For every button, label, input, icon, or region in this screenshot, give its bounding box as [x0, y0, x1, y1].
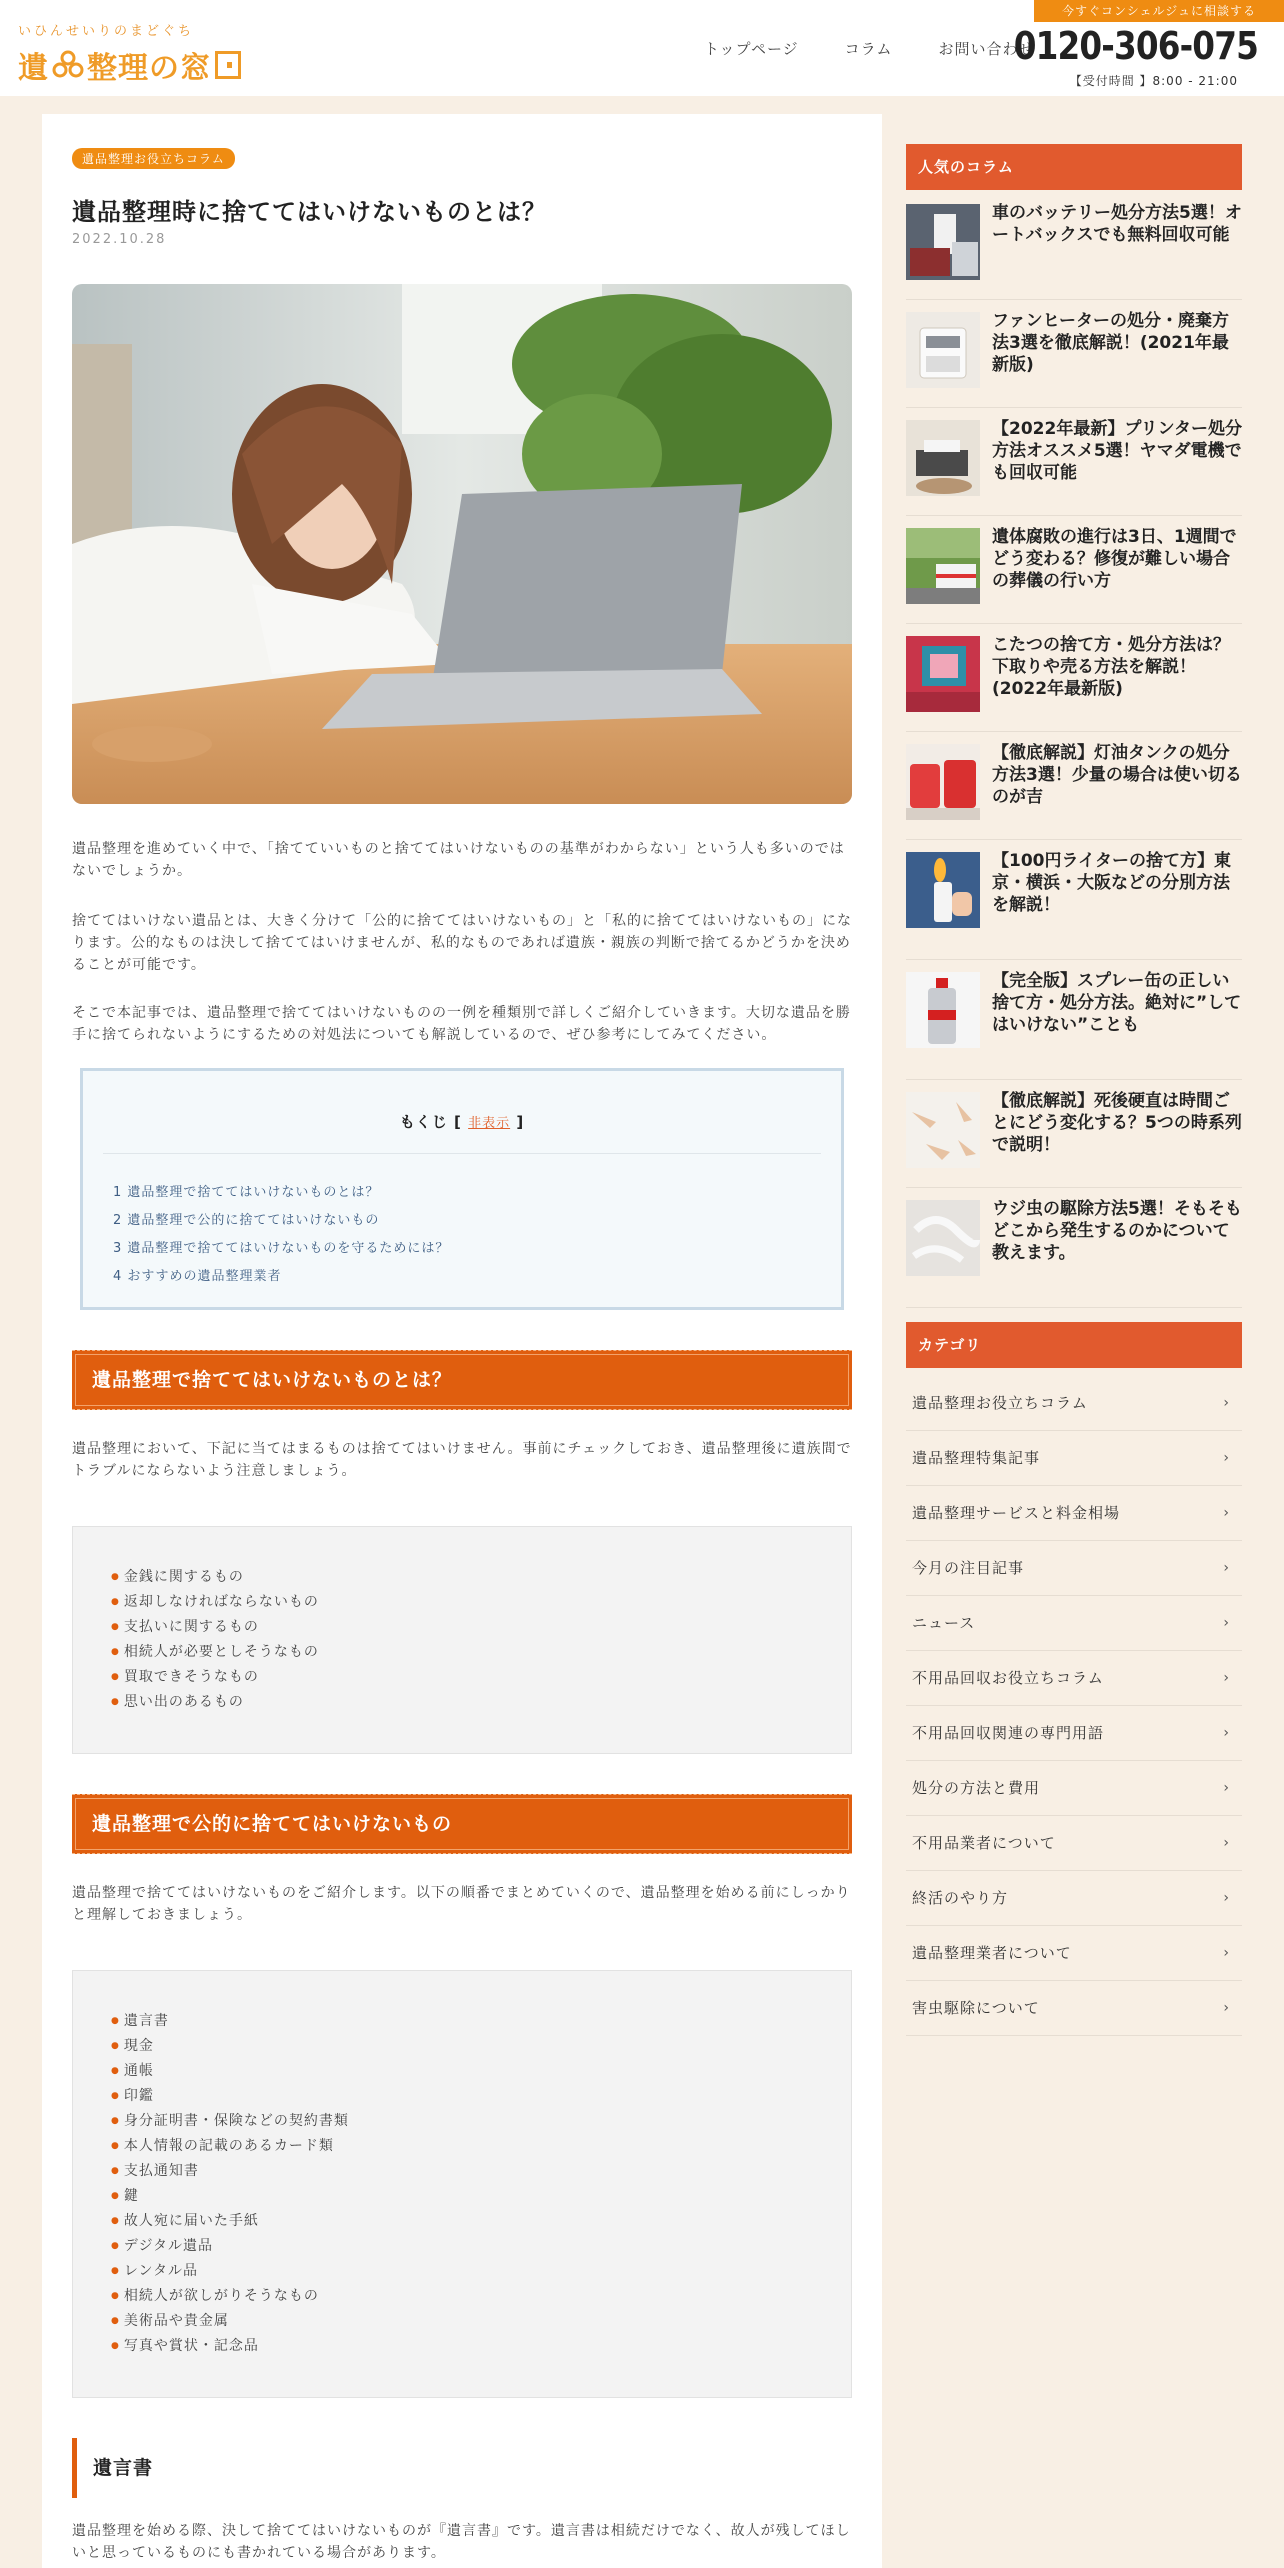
category-label: ニュース	[912, 1614, 976, 1632]
section-heading-2: 遺品整理で公的に捨ててはいけないもの	[72, 1794, 852, 1854]
flower-icon	[51, 50, 85, 80]
nav-contact[interactable]: お問い合わせ	[938, 40, 1035, 58]
category-label: 害虫駆除について	[912, 1999, 1040, 2017]
section2-paragraph: 遺品整理で捨ててはいけないものをご紹介します。以下の順番でまとめていくので、遺品整理を始める前にしっかりと理解しておきましょう。	[72, 1885, 851, 1923]
chevron-right-icon: ›	[1223, 1505, 1230, 1521]
thumbnail-printer	[906, 420, 980, 496]
intro-paragraph-2: 捨ててはいけない遺品とは、大きく分けて「公的に捨ててはいけないもの」と「私的に捨ててはいけないもの」になります。公的なものは決して捨ててはいけませんが、私的なものであれば遺族・親族の判断で捨てるかどうかを決めることが可能です。	[72, 913, 852, 973]
popular-item-title[interactable]: ウジ虫の駆除方法5選！そもそもどこから発生するのかについて教えます。	[992, 1199, 1242, 1263]
list-item: ● 鍵	[111, 2184, 851, 2209]
category-label: 不用品回収関連の専門用語	[912, 1724, 1105, 1742]
toc-item[interactable]: 4 おすすめの遺品整理業者	[113, 1269, 282, 1284]
category-item[interactable]	[906, 1981, 1242, 2036]
section1-list	[73, 1527, 851, 1715]
list-item: ● レンタル品	[111, 2259, 851, 2284]
chevron-right-icon: ›	[1223, 1450, 1230, 1466]
list-item: ● 相続人が欲しがりそうなもの	[111, 2284, 851, 2309]
popular-item[interactable]	[906, 420, 1242, 516]
popular-item[interactable]	[906, 1092, 1242, 1188]
list-item: ● 支払通知書	[111, 2159, 851, 2184]
category-label: 遺品整理サービスと料金相場	[912, 1504, 1121, 1522]
category-item[interactable]	[906, 1761, 1242, 1816]
chevron-right-icon: ›	[1223, 1395, 1230, 1411]
category-item[interactable]	[906, 1541, 1242, 1596]
chevron-right-icon: ›	[1223, 1890, 1230, 1906]
category-label: 遺品整理お役立ちコラム	[912, 1394, 1088, 1412]
category-item[interactable]	[906, 1376, 1242, 1431]
category-label: 遺品整理業者について	[912, 1944, 1072, 1962]
category-label: 今月の注目記事	[912, 1559, 1025, 1577]
thumbnail-maggot	[906, 1200, 980, 1276]
thumbnail-car-battery	[906, 204, 980, 280]
article-date: 2022.10.28	[72, 232, 167, 247]
list-item: ● 返却しなければならないもの	[111, 1590, 851, 1615]
popular-item[interactable]	[906, 852, 1242, 960]
popular-item-title[interactable]: 【徹底解説】灯油タンクの処分方法3選！少量の場合は使い切るのが吉	[992, 743, 1242, 807]
list-item: ● 身分証明書・保険などの契約書類	[111, 2109, 851, 2134]
section2-list	[73, 1971, 851, 2359]
table-of-contents	[80, 1068, 844, 1310]
category-item[interactable]	[906, 1706, 1242, 1761]
category-label: 不用品回収お役立ちコラム	[912, 1669, 1104, 1687]
list-item: ● 思い出のあるもの	[111, 1690, 851, 1715]
thumbnail-lighter	[906, 852, 980, 928]
thumbnail-hands	[906, 1092, 980, 1168]
popular-item[interactable]	[906, 312, 1242, 408]
category-item[interactable]	[906, 1871, 1242, 1926]
category-item[interactable]	[906, 1651, 1242, 1706]
intro-paragraph-3: そこで本記事では、遺品整理で捨ててはいけないものの一例を種類別で詳しくご紹介していきます。大切な遺品を勝手に捨てられないようにするための対処法についても解説しているので、ぜひ参考にしてみてください。	[72, 1005, 851, 1043]
toc-item[interactable]: 2 遺品整理で公的に捨ててはいけないもの	[113, 1213, 380, 1228]
category-heading: カテゴリ	[906, 1322, 1242, 1368]
chevron-right-icon: ›	[1223, 2000, 1230, 2016]
thumbnail-ambulance	[906, 528, 980, 604]
popular-item[interactable]	[906, 204, 1242, 300]
thumbnail-fan-heater	[906, 312, 980, 388]
category-item[interactable]	[906, 1486, 1242, 1541]
list-item: ● 写真や賞状・記念品	[111, 2334, 851, 2359]
popular-item-title[interactable]: ファンヒーターの処分・廃棄方法3選を徹底解説！(2021年最新版)	[992, 311, 1229, 375]
popular-item-title[interactable]: こたつの捨て方・処分方法は？下取りや売る方法を解説！(2022年最新版)	[992, 635, 1230, 699]
section3-paragraph: 遺品整理を始める際、決して捨ててはいけないものが『遺言書』です。遺言書は相続だけでなく、故人が残してほしいと思っているものにも書かれている場合があります。	[72, 2523, 851, 2561]
toc-item[interactable]: 3 遺品整理で捨ててはいけないものを守るためには？	[113, 1241, 450, 1256]
category-item[interactable]	[906, 1431, 1242, 1486]
list-item: ● 本人情報の記載のあるカード類	[111, 2134, 851, 2159]
toc-header: もくじ [ 非表示 ]	[399, 1113, 525, 1131]
list-item: ● 印鑑	[111, 2084, 851, 2109]
toc-list	[113, 1179, 449, 1291]
chevron-right-icon: ›	[1223, 1560, 1230, 1576]
intro-paragraph-1: 遺品整理を進めていく中で、「捨てていいものと捨ててはいけないものの基準がわからない」という人も多いのではないでしょうか。	[72, 841, 845, 879]
thumbnail-kotatsu	[906, 636, 980, 712]
hero-image	[72, 284, 852, 804]
phone-number[interactable]: 0120-306-075	[1013, 24, 1258, 68]
popular-item[interactable]	[906, 1200, 1242, 1308]
section1-paragraph: 遺品整理において、下記に当てはまるものは捨ててはいけません。事前にチェックしておき、遺品整理後に遺族間でトラブルにならないよう注意しましょう。	[72, 1441, 852, 1479]
popular-item-title[interactable]: 【100円ライターの捨て方】東京・横浜・大阪などの分別方法を解説！	[992, 851, 1231, 915]
list-item: ● デジタル遺品	[111, 2234, 851, 2259]
category-item[interactable]	[906, 1816, 1242, 1871]
category-label: 遺品整理特集記事	[912, 1449, 1041, 1467]
section1-list-box	[72, 1526, 852, 1754]
list-item: ● 遺言書	[111, 2009, 851, 2034]
popular-item-title[interactable]: 遺体腐敗の進行は3日、1週間でどう変わる？修復が難しい場合の葬儀の行い方	[992, 527, 1237, 591]
section-heading-3: 遺言書	[72, 2438, 153, 2498]
category-item[interactable]	[906, 1596, 1242, 1651]
chevron-right-icon: ›	[1223, 1615, 1230, 1631]
chevron-right-icon: ›	[1223, 1945, 1230, 1961]
list-item: ● 通帳	[111, 2059, 851, 2084]
category-badge[interactable]: 遺品整理お役立ちコラム	[72, 148, 235, 169]
nav-column[interactable]: コラム	[844, 40, 893, 58]
site-header	[0, 0, 1284, 96]
category-label: 不用品業者について	[912, 1834, 1056, 1852]
category-label: 終活のやり方	[912, 1889, 1009, 1907]
nav-top[interactable]: トップページ	[704, 40, 799, 58]
popular-item-title[interactable]: 【2022年最新】プリンター処分方法オススメ5選！ヤマダ電機でも回収可能	[992, 419, 1242, 483]
chevron-right-icon: ›	[1223, 1725, 1230, 1741]
business-hours: 【受付時間 】8:00 - 21:00	[1069, 74, 1238, 88]
toc-toggle-link[interactable]: 非表示	[468, 1116, 511, 1131]
toc-title: もくじ	[399, 1113, 448, 1131]
thumbnail-spray-can	[906, 972, 980, 1048]
list-item: ● 美術品や貴金属	[111, 2309, 851, 2334]
category-label: 処分の方法と費用	[912, 1779, 1041, 1797]
popular-columns-heading: 人気のコラム	[906, 144, 1242, 190]
site-logo[interactable]	[18, 20, 241, 87]
list-item: ● 現金	[111, 2034, 851, 2059]
list-item: ● 買取できそうなもの	[111, 1665, 851, 1690]
global-nav	[704, 38, 1035, 59]
list-item: ● 相続人が必要としそうなもの	[111, 1640, 851, 1665]
toc-divider	[103, 1153, 821, 1154]
chevron-right-icon: ›	[1223, 1780, 1230, 1796]
popular-item-title[interactable]: 【徹底解説】死後硬直は時間ごとにどう変化する？5つの時系列で説明！	[992, 1091, 1242, 1155]
chevron-right-icon: ›	[1223, 1670, 1230, 1686]
popular-item[interactable]	[906, 972, 1242, 1080]
logo-tagline: いひんせいりのまどぐち	[18, 24, 195, 39]
window-icon	[215, 51, 241, 79]
article-main	[42, 114, 882, 2568]
popular-item[interactable]	[906, 636, 1242, 732]
concierge-cta[interactable]: 今すぐコンシェルジュに相談する	[1034, 0, 1284, 22]
section2-list-box	[72, 1970, 852, 2398]
logo-text-2: 整理の窓	[87, 51, 211, 86]
list-item: ● 金銭に関するもの	[111, 1565, 851, 1590]
popular-item-title[interactable]: 車のバッテリー処分方法5選！オートバックスでも無料回収可能	[992, 203, 1242, 245]
article-title: 遺品整理時に捨ててはいけないものとは？	[72, 198, 547, 226]
section-heading-1: 遺品整理で捨ててはいけないものとは？	[72, 1350, 852, 1410]
category-item[interactable]	[906, 1926, 1242, 1981]
list-item: ● 支払いに関するもの	[111, 1615, 851, 1640]
toc-item[interactable]: 1 遺品整理で捨ててはいけないものとは？	[113, 1185, 380, 1200]
popular-item-title[interactable]: 【完全版】スプレー缶の正しい捨て方・処分方法。絶対に”してはいけない”ことも	[992, 971, 1242, 1035]
popular-item[interactable]	[906, 528, 1242, 624]
popular-item[interactable]	[906, 744, 1242, 840]
logo-text-1: 遺	[18, 51, 49, 86]
thumbnail-kerosene-tank	[906, 744, 980, 820]
chevron-right-icon: ›	[1223, 1835, 1230, 1851]
list-item: ● 故人宛に届いた手紙	[111, 2209, 851, 2234]
